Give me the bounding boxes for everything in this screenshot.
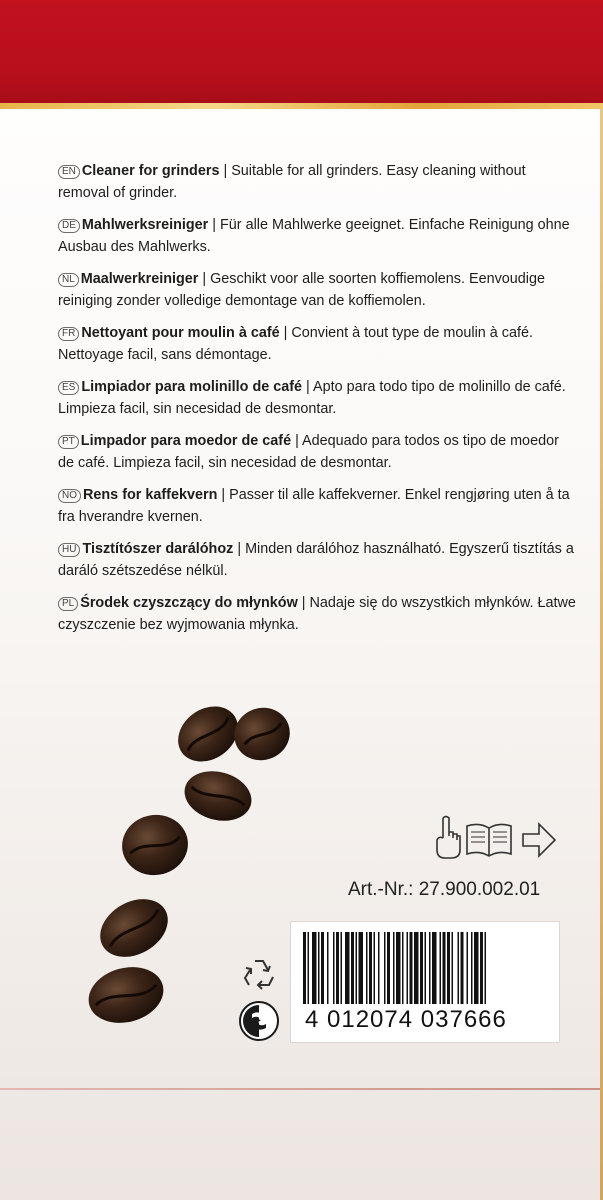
entry-title: Nettoyant pour moulin à café (81, 325, 280, 341)
entry-title: Rens for kaffekvern (83, 487, 218, 503)
entry-fr (58, 322, 578, 366)
barcode-bar (480, 932, 483, 1004)
barcode-bar (351, 932, 354, 1004)
barcode-bar (458, 932, 460, 1004)
language-code: PT (58, 435, 79, 449)
article-number: Art.-Nr.: 27.900.002.01 (348, 879, 541, 900)
entry-text: | Apto para todo tipo de molinillo de café. Limpieza facil, sin necesidad de desmontar. (58, 379, 566, 417)
barcode-bar (393, 932, 395, 1004)
entry-title: Środek czyszczący do młynków (80, 595, 298, 611)
barcode-bar (341, 932, 343, 1004)
entry-pt (58, 430, 578, 474)
entry-pl (58, 592, 578, 636)
barcode-bar (407, 932, 409, 1004)
barcode-bar (474, 932, 479, 1004)
green-dot-icon (238, 1000, 280, 1042)
entry-text: | Geschikt voor alle soorten koffiemolens. Eenvoudige reiniging zonder volledige demontage van de koffiemolen. (58, 271, 546, 309)
barcode-bar (471, 932, 473, 1004)
barcode-bar (447, 932, 450, 1004)
barcode-bar (420, 932, 423, 1004)
entry-text: | Suitable for all grinders. Easy cleaning without removal of grinder. (58, 163, 526, 201)
barcode-bar (467, 932, 469, 1004)
product-descriptions (58, 160, 578, 646)
language-code: EN (58, 165, 80, 179)
barcode-bar (432, 932, 437, 1004)
barcode-bar (359, 932, 364, 1004)
barcode-bar (366, 932, 368, 1004)
barcode-bar (485, 932, 487, 1004)
entry-no (58, 484, 578, 528)
barcode-bar (345, 932, 350, 1004)
barcode-bar (384, 932, 386, 1004)
barcode-bar (452, 932, 454, 1004)
entry-text: | Passer til alle kaffekverner. Enkel rengjøring uten å ta fra hverandre kvernen. (58, 487, 570, 525)
language-code: NL (58, 273, 79, 287)
entry-hu (58, 538, 578, 582)
recycle-icon (237, 953, 281, 997)
barcode-number: 4 012074 037666 (305, 1006, 507, 1033)
barcode-bar (440, 932, 442, 1004)
entry-title: Limpiador para molinillo de café (81, 379, 303, 395)
language-code: HU (58, 543, 80, 557)
entry-text: | Nadaje się do wszystkich młynków. Łatwe czyszczenie bez wyjmowania młynka. (58, 595, 576, 633)
bean (179, 764, 257, 828)
language-code: FR (58, 327, 79, 341)
bean (227, 700, 297, 768)
barcode-bar (461, 932, 464, 1004)
barcode-bar (387, 932, 390, 1004)
barcode-bar (321, 932, 324, 1004)
bean (117, 810, 192, 881)
bean (90, 887, 178, 968)
barcode-bar (318, 932, 320, 1004)
barcode-bar (336, 932, 339, 1004)
entry-text: | Für alle Mahlwerke geeignet. Einfache Reinigung ohne Ausbau des Mahlwerks. (58, 217, 570, 255)
barcode-bars (291, 922, 559, 1008)
barcode-bar (333, 932, 335, 1004)
language-code: PL (58, 597, 78, 611)
barcode-bar (396, 932, 401, 1004)
barcode-bar (308, 932, 310, 1004)
language-code: NO (58, 489, 81, 503)
barcode-bar (327, 932, 329, 1004)
barcode-bar (443, 932, 446, 1004)
bottom-divider (0, 1088, 600, 1090)
entry-title: Maalwerkreiniger (80, 271, 199, 287)
entry-title: Limpador para moedor de café (80, 433, 292, 449)
hand-pointer-icon (437, 817, 460, 859)
language-code: DE (58, 219, 80, 233)
entry-nl (58, 268, 578, 312)
barcode-bar (414, 932, 419, 1004)
instruction-icons (433, 812, 558, 862)
gold-divider (0, 103, 603, 109)
barcode-bar (429, 932, 431, 1004)
arrow-right-icon (523, 824, 555, 856)
entry-title: Tisztítószer darálóhoz (82, 541, 234, 557)
barcode (290, 921, 560, 1043)
entry-title: Mahlwerksreiniger (81, 217, 209, 233)
header-band (0, 0, 603, 104)
barcode-bar (425, 932, 427, 1004)
entry-es (58, 376, 578, 420)
barcode-bar (402, 932, 404, 1004)
barcode-bar (356, 932, 358, 1004)
barcode-bar (312, 932, 317, 1004)
language-code: ES (58, 381, 79, 395)
barcode-bar (410, 932, 413, 1004)
barcode-bar (378, 932, 380, 1004)
entry-title: Cleaner for grinders (81, 163, 220, 179)
entry-text: | Convient à tout type de moulin à café. Nettoyage facil, sans démontage. (58, 325, 533, 363)
book-icon (467, 824, 511, 856)
barcode-bar (369, 932, 372, 1004)
entry-text: | Minden darálóhoz használható. Egyszerű tisztítás a daráló szétszedése nélkül. (58, 541, 574, 579)
entry-de (58, 214, 578, 258)
entry-text: | Adequado para todos os tipo de moedor de café. Limpieza facil, sin necesidad de desmontar. (58, 433, 559, 471)
entry-en (58, 160, 578, 204)
bean (82, 959, 169, 1031)
barcode-bar (303, 932, 306, 1004)
barcode-bar (374, 932, 376, 1004)
